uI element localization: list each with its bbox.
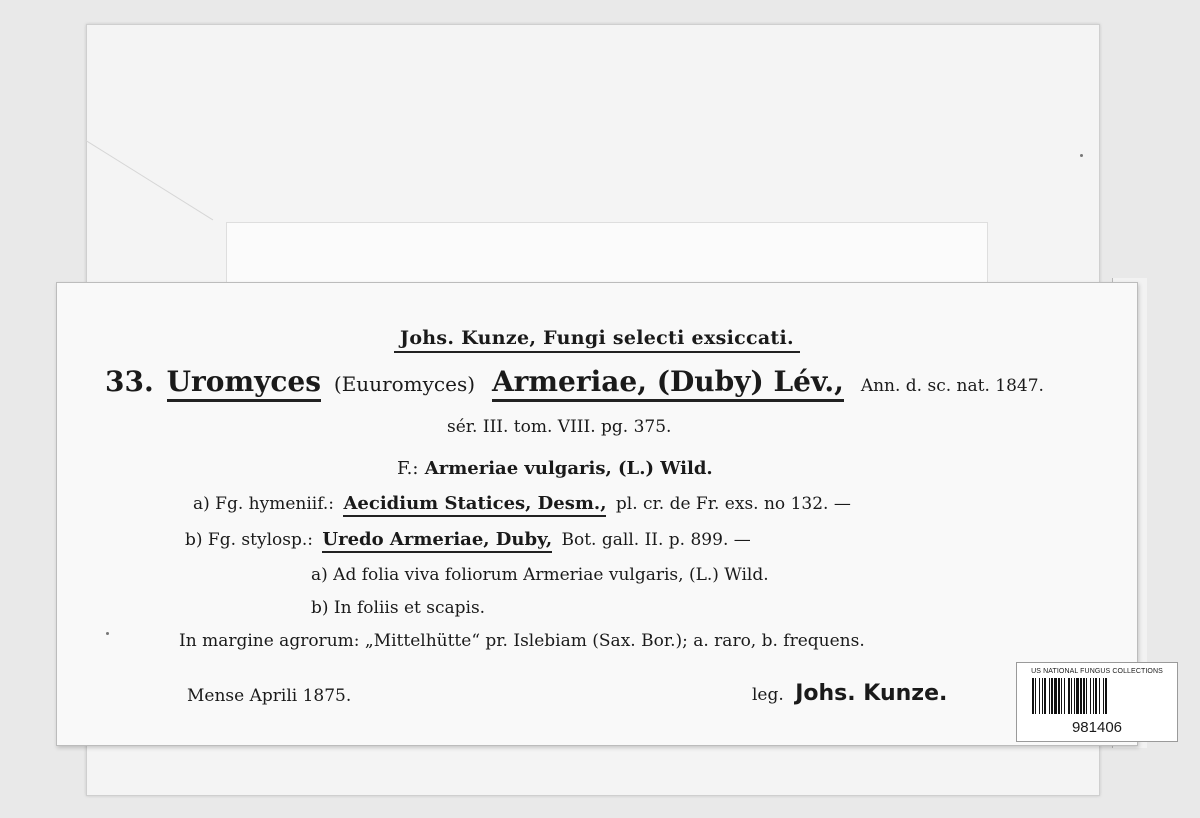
habitat-b: b) In foliis et scapis. [311, 598, 486, 618]
fg-a-prefix: a) Fg. hymeniif.: [193, 494, 335, 514]
collector-line [752, 681, 947, 706]
barcode-institution: US NATIONAL FUNGUS COLLECTIONS [1031, 668, 1163, 675]
barcode-bar [1103, 678, 1104, 714]
species-line [105, 365, 1044, 398]
barcode-bar [1042, 678, 1043, 714]
series-line: sér. III. tom. VIII. pg. 375. [447, 417, 672, 437]
barcode-label [1016, 662, 1178, 742]
label-header: Johs. Kunze, Fungi selecti exsiccati. [57, 327, 1137, 349]
fg-b-suffix: Bot. gall. II. p. 899. — [561, 530, 751, 550]
barcode-bar [1083, 678, 1085, 714]
barcode-bar [1090, 678, 1091, 714]
speck [1080, 154, 1083, 157]
barcode-bar [1051, 678, 1053, 714]
citation: Ann. d. sc. nat. 1847. [860, 376, 1044, 396]
fg-b-prefix: b) Fg. stylosp.: [185, 530, 313, 550]
barcode-bar [1074, 678, 1075, 714]
barcode-bar [1054, 678, 1057, 714]
barcode-bar [1058, 678, 1060, 714]
host-line [397, 458, 713, 479]
fg-b-name: Uredo Armeriae, Duby, [322, 529, 552, 553]
fungus-stage-a [193, 493, 851, 514]
barcode-bar [1035, 678, 1036, 714]
genus-name: Uromyces [167, 365, 321, 402]
barcode-bar [1105, 678, 1107, 714]
inner-packet [226, 222, 988, 286]
barcode-bar [1095, 678, 1097, 714]
barcode-bar [1032, 678, 1034, 714]
collection-date: Mense Aprili 1875. [187, 686, 352, 706]
barcode-bar [1044, 678, 1046, 714]
fg-a-name: Aecidium Statices, Desm., [343, 493, 606, 517]
leg-prefix: leg. [752, 685, 784, 705]
fg-a-suffix: pl. cr. de Fr. exs. no 132. — [615, 494, 851, 514]
subgenus-name: (Euuromyces) [333, 372, 476, 396]
locality: In margine agrorum: „Mittelhütte“ pr. Islebiam (Sax. Bor.); a. raro, b. frequens. [179, 631, 865, 651]
host-name: Armeriae vulgaris, (L.) Wild. [424, 458, 713, 479]
species-epithet: Armeriae, (Duby) Lév., [492, 365, 844, 402]
host-prefix: F.: [397, 458, 419, 479]
barcode-bar [1071, 678, 1072, 714]
habitat-a: a) Ad folia viva foliorum Armeriae vulgaris, (L.) Wild. [311, 565, 769, 585]
fungus-stage-b [185, 529, 751, 550]
exsiccata-number: 33. [105, 365, 154, 398]
barcode-bar [1068, 678, 1070, 714]
collector-name: Johs. Kunze. [795, 681, 948, 706]
barcode-bar [1080, 678, 1082, 714]
barcode-bar [1039, 678, 1040, 714]
barcode-bars [1031, 678, 1163, 714]
barcode-bar [1086, 678, 1087, 714]
barcode-bar [1099, 678, 1100, 714]
barcode-bar [1061, 678, 1062, 714]
barcode-number: 981406 [1071, 719, 1123, 736]
barcode-bar [1064, 678, 1065, 714]
specimen-label [56, 282, 1138, 746]
barcode-bar [1049, 678, 1050, 714]
barcode-bar [1093, 678, 1094, 714]
barcode-bar [1076, 678, 1079, 714]
speck [106, 632, 109, 635]
